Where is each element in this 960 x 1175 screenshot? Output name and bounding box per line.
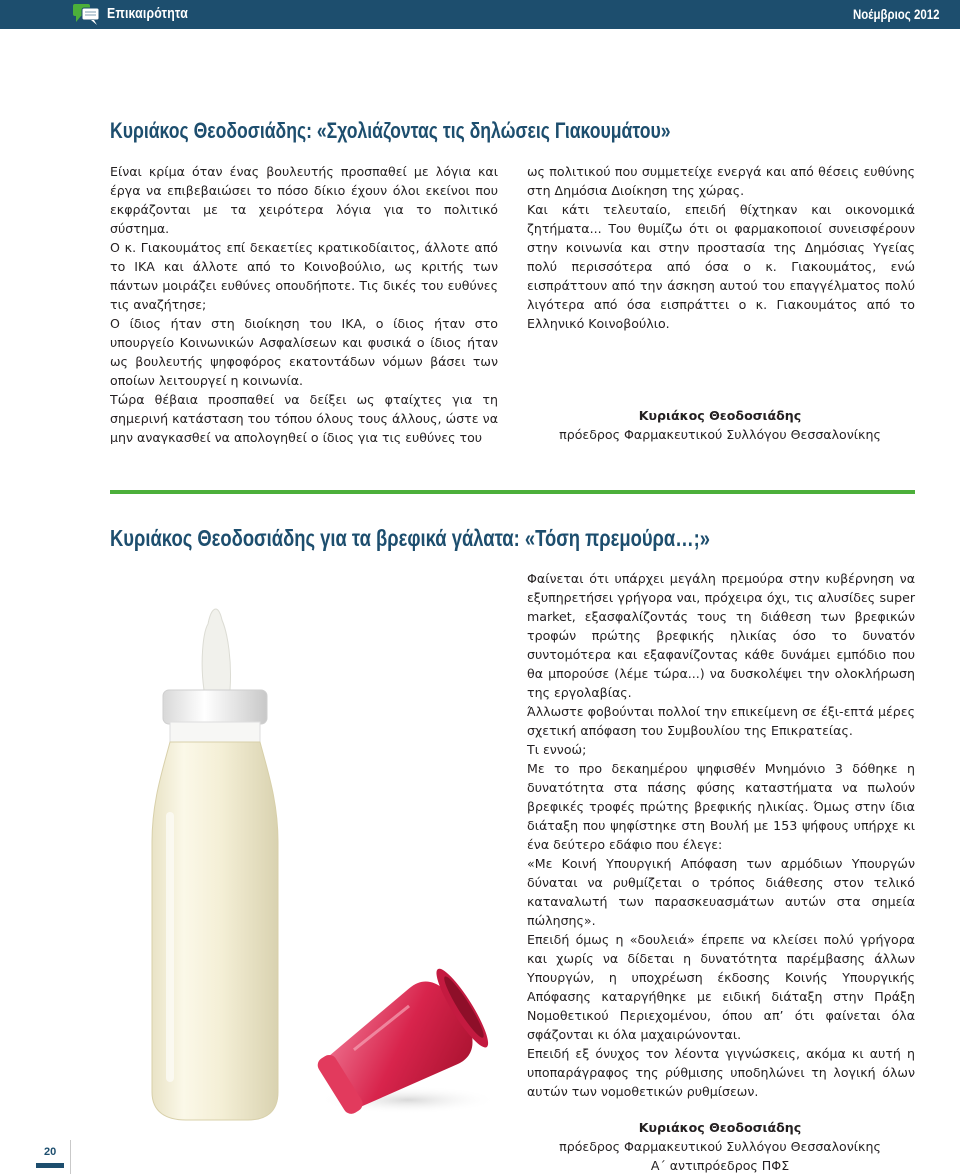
article-1-title: Κυριάκος Θεοδοσιάδης: «Σχολιάζοντας τις δηλώσεις Γιακουμάτου» bbox=[110, 118, 671, 143]
section-divider bbox=[110, 490, 915, 494]
article-1-column-1 bbox=[110, 162, 498, 444]
article-1-signature bbox=[520, 406, 920, 444]
article-2-text bbox=[527, 569, 915, 1101]
article-1-column-2 bbox=[527, 162, 915, 333]
article-2-signature bbox=[520, 1118, 920, 1175]
paragraph: Ο ίδιος ήταν στη διοίκηση του ΙΚΑ, ο ίδιος ήταν στο υπουργείο Κοινωνικών Ασφαλίσεων και φυσικά ο ίδιος ήταν ως βουλευτής ψηφοφόρος εκατοντάδων νόμων βάσει των οποίων λειτουργεί η κοινωνία. bbox=[110, 316, 498, 388]
page-number-bar bbox=[36, 1163, 64, 1168]
paragraph: Επειδή όμως η «δουλειά» έπρεπε να κλείσει πολύ γρήγορα και χωρίς να δίδεται η δυνατότητα παρέμβασης άλλων Υπουργών, η υποχρέωση έκδοσης Κοινής Υπουργικής Απόφασης καταργήθηκε με ειδική διάταξη στην Πράξη Νομοθετικού Περιεχομένου, όπου απ’ ότι φαίνεται όλα σφάζονται κι όλα μαχαιρώνονται. bbox=[527, 932, 915, 1042]
header-bar bbox=[0, 0, 960, 29]
paragraph: Επειδή εξ όνυχος τον λέοντα γιγνώσκεις, ακόμα κι αυτή η υποπαράγραφος της ρύθμισης υποδηλώνει τη λογική όλων αυτών των νομοθετικών ρυθμίσεων. bbox=[527, 1046, 915, 1099]
signature-role: πρόεδρος Φαρμακευτικού Συλλόγου Θεσσαλονίκης bbox=[559, 1139, 881, 1154]
section-label: Επικαιρότητα bbox=[107, 5, 188, 22]
paragraph: Τώρα θέβαια προσπαθεί να δείξει ως φταίχτες για τη σημερινή κατάσταση του τόπου όλους τους άλλους, ώστε να μην αναγκασθεί να απολογηθεί ο ίδιος για τις ευθύνες του bbox=[110, 392, 498, 444]
paragraph: Άλλωστε φοβούνται πολλοί την επικείμενη σε έξι-επτά μέρες σχετική απόφαση του Συμβουλίου της Επικρατείας. bbox=[527, 704, 915, 738]
article-2-title: Κυριάκος Θεοδοσιάδης για τα βρεφικά γάλατα: «Τόση πρεμούρα…;» bbox=[110, 525, 710, 551]
paragraph: Και κάτι τελευταίο, επειδή θίχτηκαν και οικονομικά ζητήματα... Του θυμίζω ότι οι φαρμακοποιοί συνεισφέρουν στην κοινωνία και στην προστασία της Δημόσιας Υγείας πολύ περισσότερα από όσα ο κ. Γιακουμάτος, ενώ εισπράττουν από την άσκηση αυτού του επαγγέλματος πολύ λιγότερα από όσα εισπράττει ο κ. Γιακουμάτος από το Ελληνικό Κοινοβούλιο. bbox=[527, 202, 915, 331]
speech-bubbles-icon bbox=[72, 1, 102, 29]
paragraph: Με το προ δεκαημέρου ψηφισθέν Μνημόνιο 3 δόθηκε η δυνατότητα στα πάσης φύσης καταστήματα να πωλούν βρεφικές τροφές πρώτης βρεφικής ηλικίας. Όμως στην ίδια διάταξη που ψηφίστηκε στη Βουλή με 153 ψήφους υπήρχε κι ένα δεύτερο εδάφιο που έλεγε: bbox=[527, 761, 915, 852]
paragraph: Φαίνεται ότι υπάρχει μεγάλη πρεμούρα στην κυβέρνηση να εξυπηρετήσει γρήγορα ναι, πρόχειρα όχι, τις αλυσίδες super market, εξασφαλίζοντάς τους τη διάθεση των βρεφικών τροφών πρώτης βρεφικής ηλικίας όσο το δυνατόν συντομότερα και εξαφανίζοντας κάθε δυνάμει εμπόδιο που θα μπορούσε (λέμε τώρα...) να δυσκολέψει την ολοκλήρωση της εργολαβίας. bbox=[527, 571, 915, 700]
paragraph: Ο κ. Γιακουμάτος επί δεκαετίες κρατικοδίαιτος, άλλοτε από το ΙΚΑ και άλλοτε από το Κοινοβούλιο, ως κριτής των πάντων μοιράζει ευθύνες οπουδήποτε. Τις δικές του ευθύνες τις αναζήτησε; bbox=[110, 240, 498, 312]
paragraph: Είναι κρίμα όταν ένας βουλευτής προσπαθεί με λόγια και έργα να επιβεβαιώσει το πόσο δίκιο έχουν όλοι εκείνοι που εκφράζονται με τα χειρότερα λόγια για το πολιτικό σύστημα. bbox=[110, 164, 498, 236]
paragraph: ως πολιτικού που συμμετείχε ενεργά και από θέσεις ευθύνης στη Δημόσια Διοίκηση της χώρας. bbox=[527, 164, 915, 198]
page-number: 20 bbox=[44, 1146, 57, 1158]
footer-rule bbox=[70, 1140, 71, 1174]
signature-role-2: Α΄ αντιπρόεδρος ΠΦΣ bbox=[650, 1158, 790, 1173]
paragraph: Τι εννοώ; bbox=[527, 742, 587, 757]
signature-role: πρόεδρος Φαρμακευτικού Συλλόγου Θεσσαλονίκης bbox=[559, 427, 881, 442]
paragraph: «Με Κοινή Υπουργική Απόφαση των αρμόδιων Υπουργών δύναται να ρυθμίζεται ο τρόπος διάθεσης στον τελικό καταναλωτή των παρασκευασμάτων αυτών στα σημεία πώλησης». bbox=[527, 856, 915, 928]
signature-name: Κυριάκος Θεοδοσιάδης bbox=[638, 1120, 802, 1135]
issue-date: Νοέμβριος 2012 bbox=[853, 6, 940, 22]
signature-name: Κυριάκος Θεοδοσιάδης bbox=[638, 408, 802, 423]
baby-bottle-image bbox=[108, 572, 518, 1132]
